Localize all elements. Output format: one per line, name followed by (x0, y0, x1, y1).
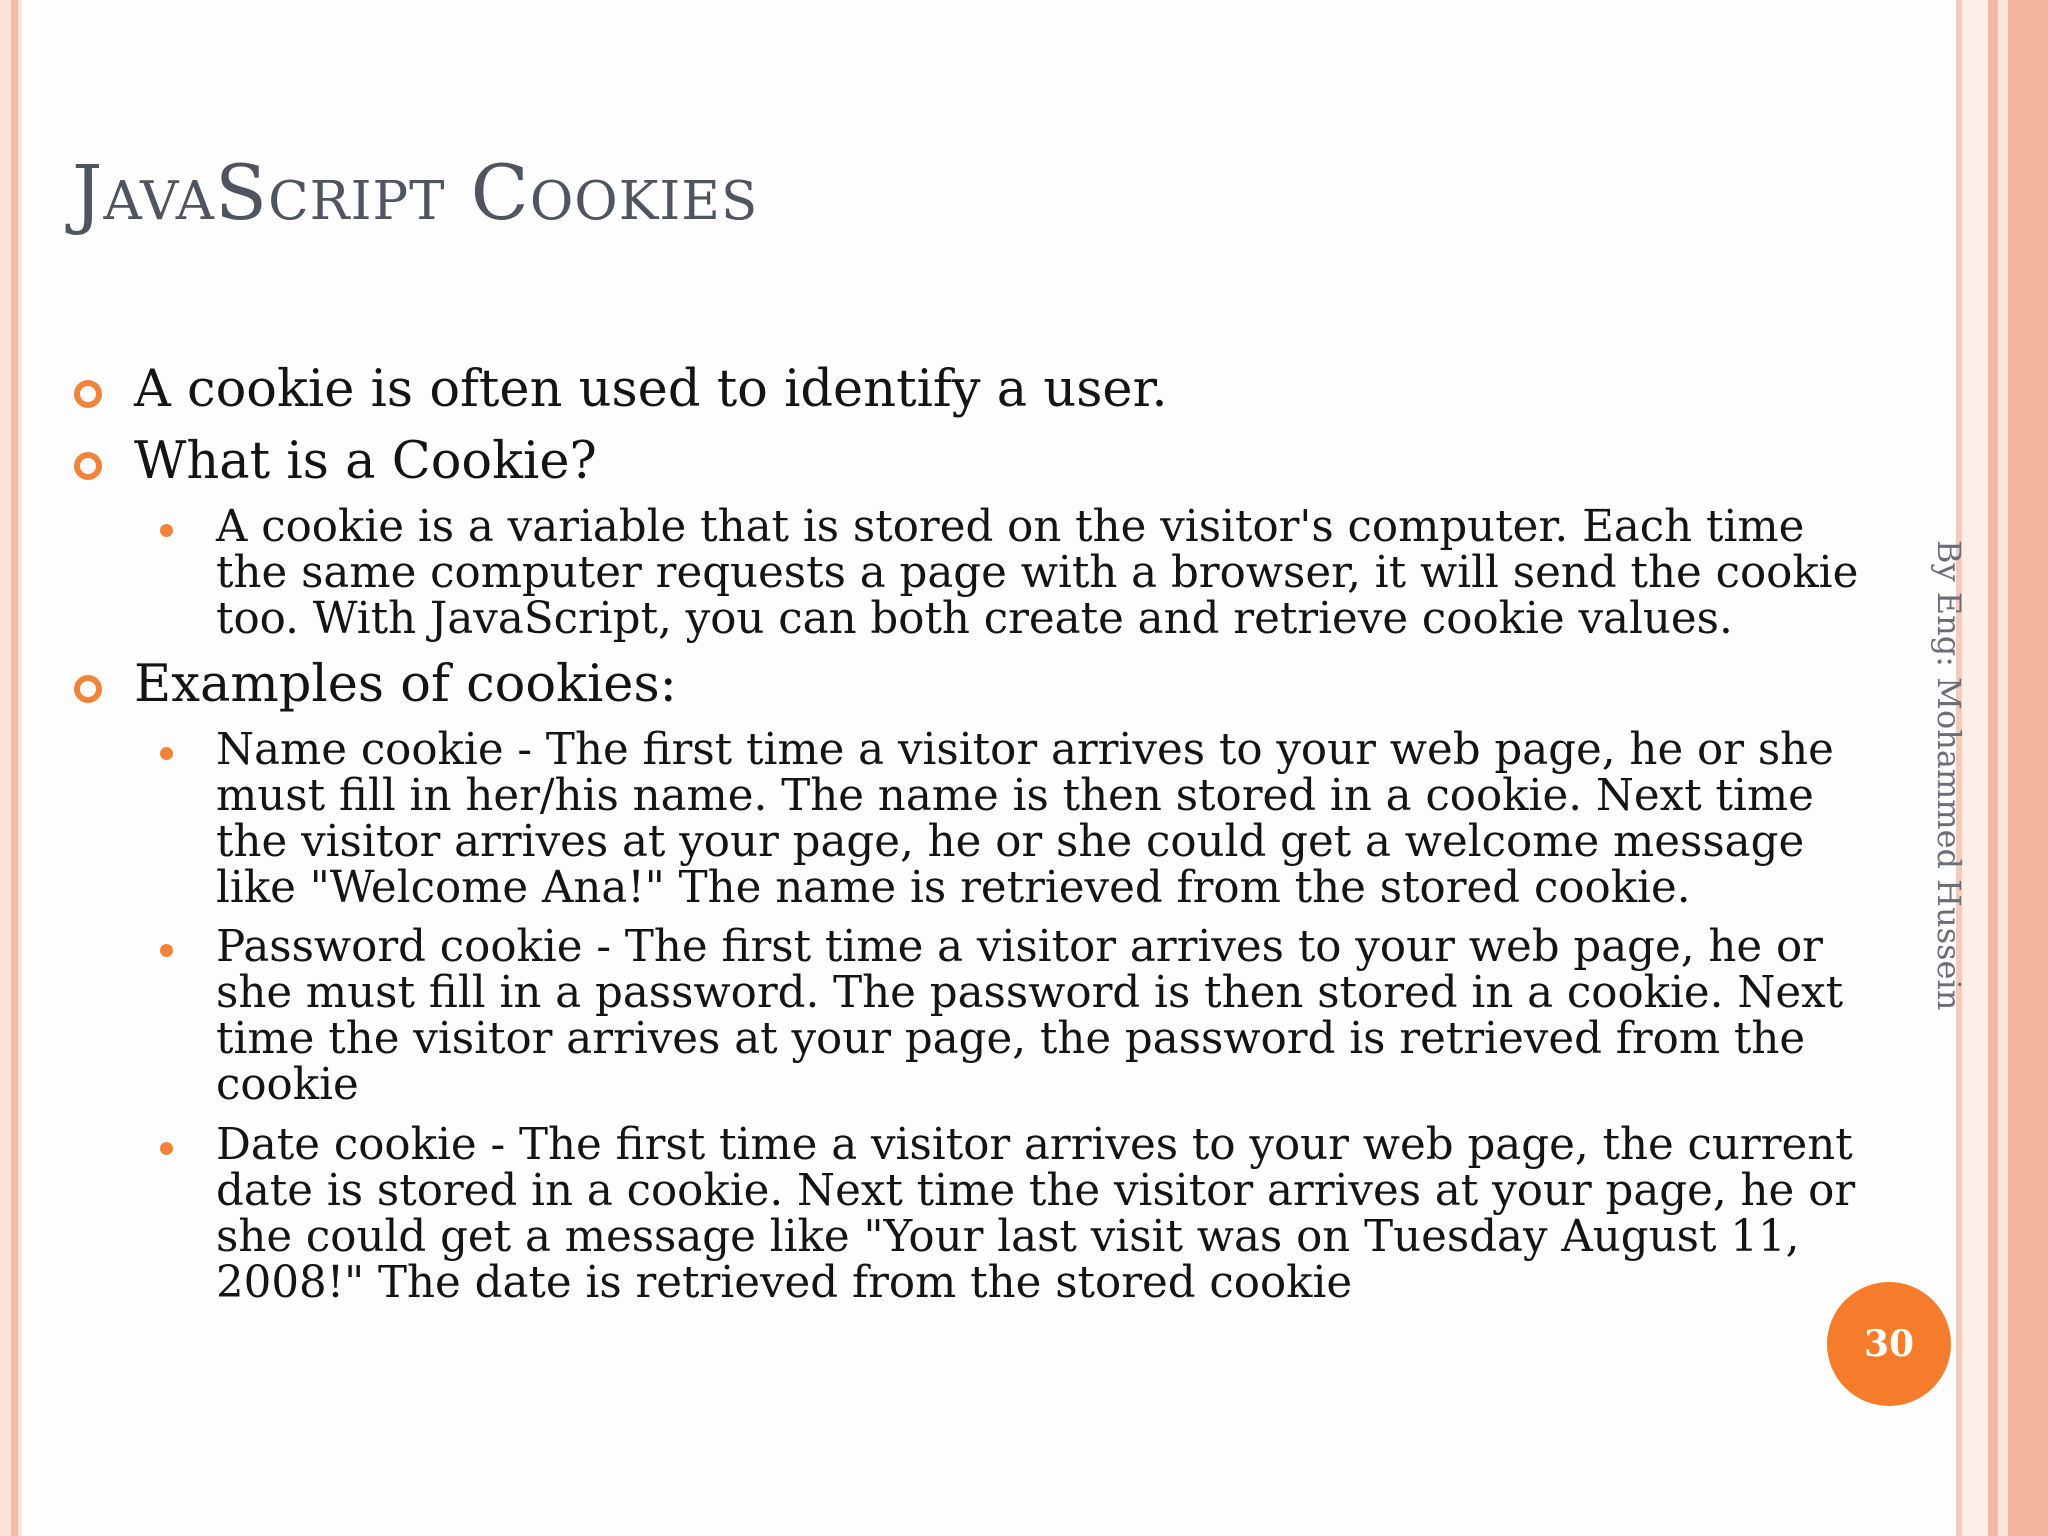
sub-bullet-icon (160, 747, 173, 760)
page-number: 30 (1863, 1323, 1915, 1365)
bullet-text: What is a Cookie? (134, 432, 597, 491)
author-credit (1932, 540, 1972, 1020)
right-border (1988, 0, 1998, 1536)
right-border (2008, 0, 2048, 1536)
sub-bullet-line: date is stored in a cookie. Next time the visitor arrives at your page, he or (216, 1166, 1856, 1216)
right-border (1998, 0, 2008, 1536)
left-border (0, 0, 11, 1536)
sub-bullet-icon (160, 524, 173, 537)
sub-bullet-line: too. With JavaScript, you can both create and retrieve cookie values. (216, 594, 1733, 644)
sub-bullet-line: time the visitor arrives at your page, the password is retrieved from the (216, 1014, 1806, 1064)
page-number-badge (1827, 1282, 1951, 1406)
sub-bullet-line: must fill in her/his name. The name is then stored in a cookie. Next time (216, 771, 1814, 821)
bullet-text: A cookie is often used to identify a user. (134, 360, 1168, 419)
bullet-ring-icon (74, 452, 102, 480)
sub-bullet-icon (160, 1142, 173, 1155)
slide-title: JavaScript Cookies (72, 148, 759, 237)
author-text: By Eng: Mohammed Hussein (1930, 540, 1968, 1011)
sub-bullet-line: Password cookie - The first time a visitor arrives to your web page, he or (216, 922, 1823, 972)
sub-bullet-line: the same computer requests a page with a browser, it will send the cookie (216, 548, 1859, 598)
sub-bullet-line: the visitor arrives at your page, he or she could get a welcome message (216, 817, 1805, 867)
sub-bullet-line: 2008!" The date is retrieved from the stored cookie (216, 1258, 1353, 1308)
sub-bullet-line: Date cookie - The first time a visitor arrives to your web page, the current (216, 1120, 1853, 1170)
left-border (18, 0, 22, 1536)
bullet-text: Examples of cookies: (134, 655, 677, 714)
bullet-ring-icon (74, 380, 102, 408)
sub-bullet-line: Name cookie - The first time a visitor arrives to your web page, he or she (216, 725, 1834, 775)
sub-bullet-line: like "Welcome Ana!" The name is retrieved from the stored cookie. (216, 863, 1691, 913)
sub-bullet-line: A cookie is a variable that is stored on the visitor's computer. Each time (216, 502, 1805, 552)
sub-bullet-icon (160, 944, 173, 957)
bullet-ring-icon (74, 675, 102, 703)
left-border (11, 0, 18, 1536)
sub-bullet-line: she must fill in a password. The password is then stored in a cookie. Next (216, 968, 1844, 1018)
sub-bullet-line: she could get a message like "Your last visit was on Tuesday August 11, (216, 1212, 1800, 1262)
sub-bullet-line: cookie (216, 1060, 359, 1110)
